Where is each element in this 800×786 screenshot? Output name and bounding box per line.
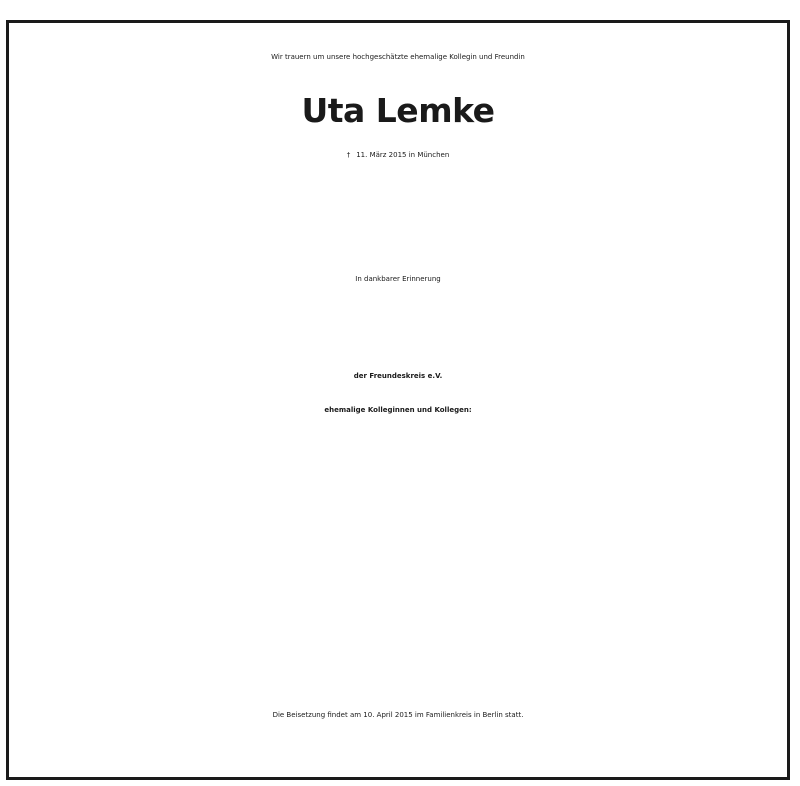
names-line (9, 655, 787, 681)
names-line (9, 577, 787, 603)
names-line (9, 551, 787, 577)
remembrance-text: In dankbarer Erinnerung (355, 275, 441, 283)
names-line (9, 525, 787, 551)
organization-block (9, 309, 787, 361)
deceased-name: Uta Lemke (301, 91, 495, 130)
tribute-line (9, 183, 787, 209)
obituary-frame (6, 20, 790, 780)
tribute-text (9, 183, 787, 261)
friends-group: der Freundeskreis e.V. (353, 372, 443, 380)
tribute-line (9, 209, 787, 235)
colleagues-heading: ehemalige Kolleginnen und Kollegen: (324, 406, 472, 414)
colleague-names (9, 440, 787, 707)
names-line (9, 473, 787, 499)
funeral-note: Die Beisetzung findet am 10. April 2015 im Familienkreis in Berlin statt. (272, 711, 524, 719)
death-line (9, 151, 787, 159)
organization-line (9, 309, 787, 335)
names-line (9, 499, 787, 525)
names-line (9, 440, 787, 473)
death-date-place: 11. März 2015 in München (356, 151, 450, 159)
names-line (9, 603, 787, 629)
names-line (9, 629, 787, 655)
tribute-line (9, 235, 787, 261)
intro-text: Wir trauern um unsere hochgeschätzte ehemalige Kollegin und Freundin (271, 53, 525, 61)
names-line (9, 681, 787, 707)
organization-line (9, 335, 787, 361)
cross-icon: † (346, 151, 351, 159)
